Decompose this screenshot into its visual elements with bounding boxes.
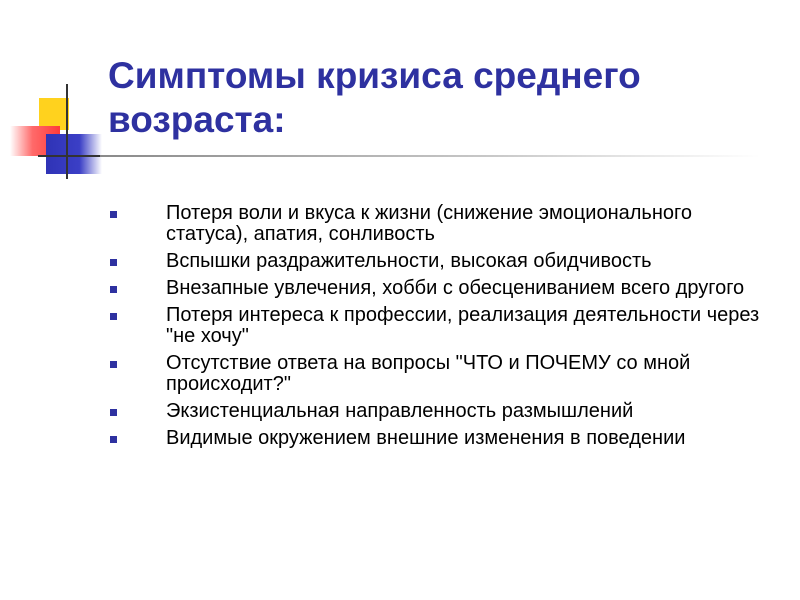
bullet-square-icon: [110, 259, 117, 266]
slide-title: [108, 54, 768, 142]
bullet-square-icon: [110, 409, 117, 416]
decorative-emblem: [0, 0, 120, 200]
bullet-square-icon: [110, 436, 117, 443]
bullet-square-icon: [110, 286, 117, 293]
list-item-text: Видимые окружением внешние изменения в поведении: [166, 427, 686, 449]
slide-title-line-1: Симптомы кризиса среднего: [108, 55, 641, 96]
list-item: [110, 203, 770, 245]
list-item-text: Потеря интереса к профессии, реализация деятельности через "не хочу": [166, 304, 760, 347]
bullet-square-icon: [110, 211, 117, 218]
list-item-text: Экзистенциальная направленность размышлений: [166, 400, 634, 422]
list-item: [110, 278, 770, 299]
list-item: [110, 305, 770, 347]
title-underline-rule: [100, 155, 760, 157]
list-item-text: Потеря воли и вкуса к жизни (снижение эмоционального статуса), апатия, сонливость: [166, 202, 692, 245]
bullet-square-icon: [110, 361, 117, 368]
bullet-square-icon: [110, 313, 117, 320]
list-item: [110, 428, 770, 449]
list-item: [110, 353, 770, 395]
blue-square-decoration: [46, 134, 102, 174]
list-item-text: Внезапные увлечения, хобби с обесцениванием всего другого: [166, 277, 745, 299]
list-item-text: Отсутствие ответа на вопросы "ЧТО и ПОЧЕМУ со мной происходит?": [166, 352, 691, 395]
list-item: [110, 251, 770, 272]
symptoms-list: [110, 203, 770, 455]
list-item-text: Вспышки раздражительности, высокая обидчивость: [166, 250, 652, 272]
vertical-line-decoration: [66, 84, 68, 179]
list-item: [110, 401, 770, 422]
slide-title-line-2: возраста:: [108, 99, 286, 140]
